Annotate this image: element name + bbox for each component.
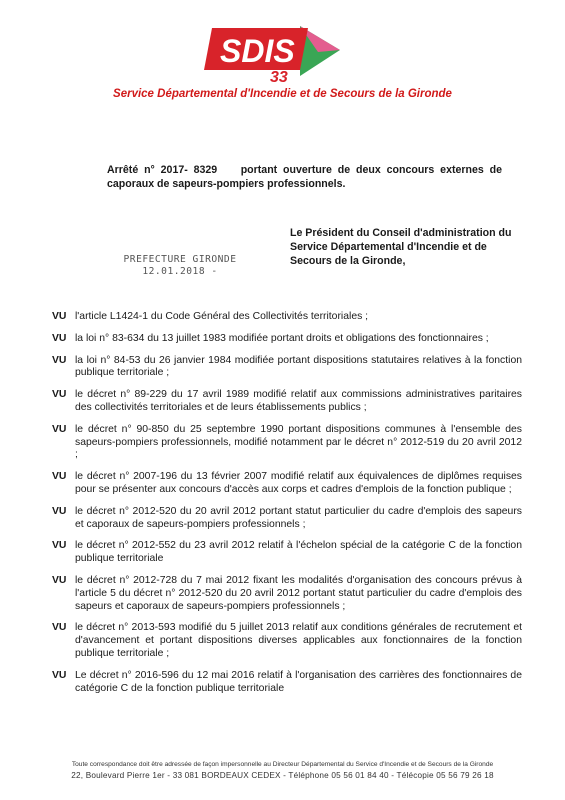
footer-address: 22, Boulevard Pierre 1er - 33 081 BORDEAUX CEDEX - Téléphone 05 56 01 84 40 - Télécopie 05 56 79 26 18 bbox=[71, 771, 494, 780]
president-statement: Le Président du Conseil d'administration du Service Départemental d'Incendie et de Secours de la Gironde, bbox=[290, 227, 512, 267]
list-item-text: la loi n° 84-53 du 26 janvier 1984 modifiée portant dispositions statutaires relatives à la fonction publique territoriale ; bbox=[75, 354, 522, 379]
arrete-number: Arrêté n° 2017- 8329 bbox=[107, 164, 218, 176]
list-item-text: le décret n° 90-850 du 25 septembre 1990 portant dispositions communes à l'ensemble des sapeurs-pompiers professionnels, modifié notamment par le décret n° 2012-519 du 20 avril 2012 ; bbox=[75, 423, 522, 461]
arrete-object: portant ouverture de deux concours externes de caporaux de sapeurs-pompiers professionnels. bbox=[107, 164, 503, 190]
footer bbox=[0, 760, 565, 782]
footer-correspondence: Toute correspondance doit être adressée de façon impersonnelle au Directeur Départemental du Service d'Incendie et de Secours de la Gironde bbox=[71, 761, 494, 768]
considerations-list bbox=[52, 311, 522, 704]
vu-label: VU bbox=[52, 669, 67, 681]
list-item bbox=[52, 471, 522, 497]
list-item-text: l'article L1424-1 du Code Général des Collectivités territoriales ; bbox=[75, 311, 369, 322]
list-item-text: la loi n° 83-634 du 13 juillet 1983 modifiée portant droits et obligations des fonctionnaires ; bbox=[75, 332, 489, 344]
list-item bbox=[52, 622, 522, 660]
list-item-text: Le décret n° 2016-596 du 12 mai 2016 relatif à l'organisation des carrières des fonctionnaires de catégorie C de la fonction publique territoriale bbox=[75, 669, 522, 694]
vu-label: VU bbox=[52, 574, 67, 586]
prefecture-stamp bbox=[115, 254, 245, 278]
arrete-title bbox=[107, 163, 502, 191]
list-item bbox=[52, 389, 522, 415]
list-item-text: le décret n° 2012-520 du 20 avril 2012 portant statut particulier du cadre d'emplois des sapeurs et caporaux de sapeurs-pompiers professionnels ; bbox=[75, 505, 522, 530]
list-item bbox=[52, 355, 522, 381]
list-item-text: le décret n° 2012-552 du 23 avril 2012 relatif à l'échelon spécial de la catégorie C de la fonction publique territoriale bbox=[75, 540, 522, 565]
list-item bbox=[52, 506, 522, 532]
vu-label: VU bbox=[52, 311, 67, 322]
list-item bbox=[52, 424, 522, 462]
vu-label: VU bbox=[52, 389, 67, 401]
sdis-logo bbox=[200, 18, 350, 86]
list-item bbox=[52, 311, 522, 324]
logo-number: 33 bbox=[270, 69, 288, 86]
vu-label: VU bbox=[52, 332, 67, 344]
list-item-text: le décret n° 2007-196 du 13 février 2007 modifié relatif aux équivalences de diplômes requises pour se présenter aux concours d'accès aux corps et cadres d'emplois de la fonction publique ; bbox=[75, 471, 522, 495]
vu-label: VU bbox=[52, 471, 67, 483]
vu-label: VU bbox=[52, 540, 67, 552]
service-name: Service Départemental d'Incendie et de Secours de la Gironde bbox=[113, 88, 452, 100]
logo-text: SDIS bbox=[220, 33, 295, 69]
list-item-text: le décret n° 2013-593 modifié du 5 juillet 2013 relatif aux conditions générales de recrutement et d'avancement et portant dispositions diverses applicables aux fonctionnaires de la fonction publique territoriale ; bbox=[75, 622, 522, 659]
list-item bbox=[52, 575, 522, 613]
list-item bbox=[52, 540, 522, 566]
vu-label: VU bbox=[52, 354, 67, 366]
vu-label: VU bbox=[52, 505, 67, 517]
vu-label: VU bbox=[52, 423, 67, 435]
stamp-line-1: PREFECTURE GIRONDE bbox=[123, 254, 237, 265]
vu-label: VU bbox=[52, 622, 67, 634]
list-item-text: le décret n° 89-229 du 17 avril 1989 modifié relatif aux commissions administratives paritaires des collectivités territoriales et de leurs établissements publics ; bbox=[75, 389, 522, 413]
list-item bbox=[52, 670, 522, 696]
list-item-text: le décret n° 2012-728 du 7 mai 2012 fixant les modalités d'organisation des concours prévus à l'article 5 du décret n° 2012-520 du 20 avril 2012 portant statut particulier du cadre d'emplois des sapeurs et caporaux de sapeurs-pompiers professionnels ; bbox=[75, 574, 522, 612]
list-item bbox=[52, 333, 522, 346]
stamp-line-2: 12.01.2018 - bbox=[142, 266, 218, 277]
